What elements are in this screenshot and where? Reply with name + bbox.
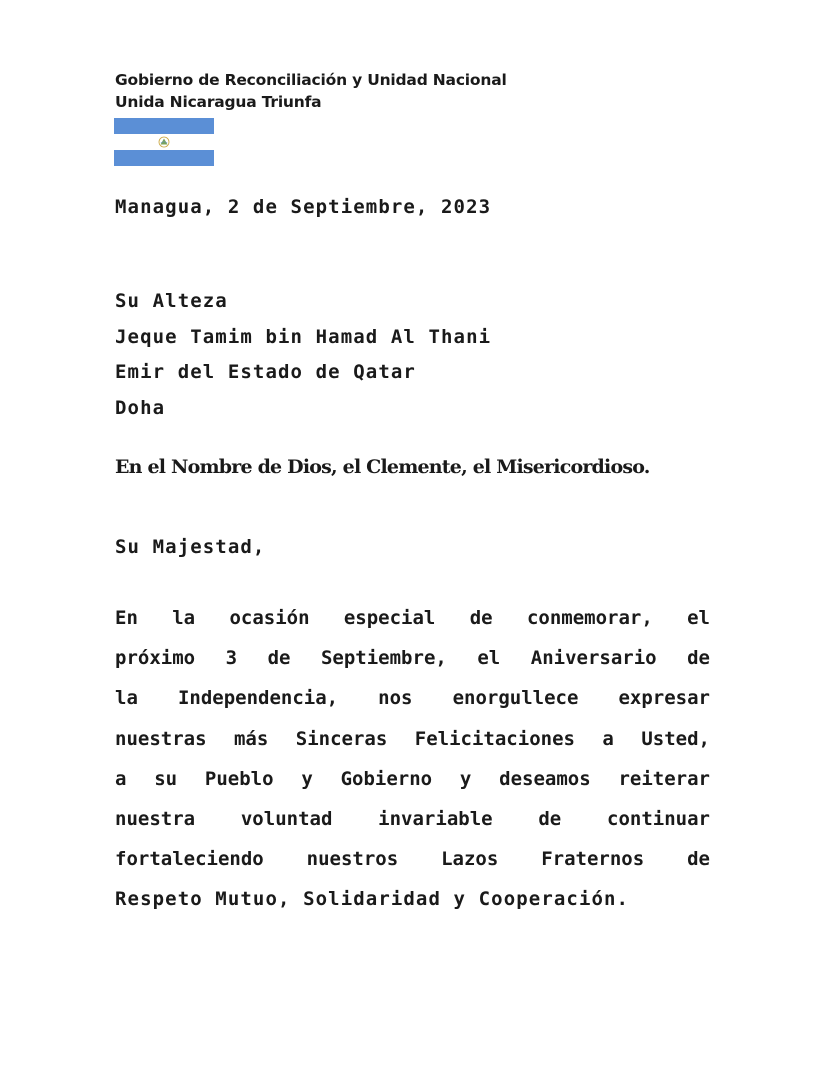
body-line: Respeto Mutuo, Solidaridad y Cooperación. (115, 888, 630, 911)
recipient-name: Jeque Tamim bin Hamad Al Thani (115, 325, 492, 348)
salutation: Su Majestad, (115, 536, 266, 558)
recipient-position: Emir del Estado de Qatar (115, 361, 416, 383)
invocation: En el Nombre de Dios, el Clemente, el Misericordioso. (115, 456, 650, 478)
letterhead-slogan: Unida Nicaragua Triunfa (115, 93, 322, 111)
body-line: fortaleciendo nuestros Lazos Fraternos de (115, 848, 710, 871)
flag-bottom-stripe (114, 150, 214, 166)
body-line: la Independencia, nos enorgullece expresar (115, 687, 710, 710)
nicaragua-flag-icon (114, 118, 214, 166)
letter-body (115, 603, 710, 925)
recipient-city: Doha (115, 396, 166, 419)
letter-date: Managua, 2 de Septiembre, 2023 (115, 196, 492, 218)
body-line: nuestras más Sinceras Felicitaciones a Usted, (115, 727, 710, 750)
body-line: próximo 3 de Septiembre, el Aniversario de (115, 647, 710, 670)
recipient-title: Su Alteza (115, 290, 228, 312)
letterhead (115, 69, 507, 113)
flag-top-stripe (114, 118, 214, 134)
letterhead-government-name: Gobierno de Reconciliación y Unidad Nacional (115, 71, 507, 89)
recipient-address (115, 284, 491, 426)
body-line: a su Pueblo y Gobierno y deseamos reiterar (115, 767, 710, 790)
body-line: En la ocasión especial de conmemorar, el (115, 607, 710, 629)
body-line: nuestra voluntad invariable de continuar (115, 807, 710, 830)
